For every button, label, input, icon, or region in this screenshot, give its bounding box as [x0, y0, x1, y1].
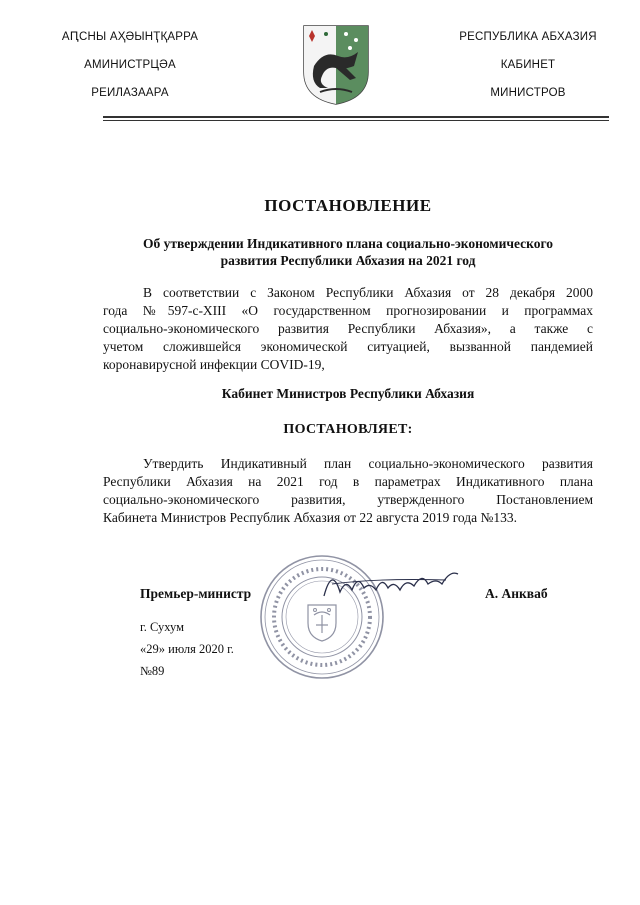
document-number: №89	[140, 664, 165, 678]
preamble-line: социально-экономического развития Республики Абхазия», а также с	[103, 321, 593, 336]
subject-line: Об утверждении Индикативного плана социально-экономического	[142, 236, 554, 251]
preamble-paragraph	[103, 284, 593, 374]
header-left-abkhaz	[30, 30, 230, 114]
resolution-line: Утвердить Индикативный план социально-экономического развития	[143, 456, 593, 471]
document-title: ПОСТАНОВЛЕНИЕ	[264, 196, 432, 215]
subject-line: развития Республики Абхазия на 2021 год	[220, 253, 476, 268]
header-right-russian	[428, 30, 628, 114]
handwritten-signature	[318, 562, 468, 606]
resolution-line: Кабинета Министров Республик Абхазия от 22 августа 2019 года №133.	[103, 510, 518, 525]
header-divider	[103, 120, 609, 121]
header-right-line: МИНИСТРОВ	[490, 87, 566, 99]
preamble-line: года №597-с-XIII «О государственном прогнозировании и программах	[103, 303, 593, 318]
coat-of-arms-icon	[300, 22, 372, 106]
resolution-paragraph	[103, 455, 593, 527]
issue-city: г. Сухум	[140, 620, 185, 634]
preamble-line: учетом сложившейся экономической ситуацией, вызванной пандемией	[103, 339, 593, 354]
resolution-line: социально-экономического развития, утвержденного Постановлением	[103, 492, 593, 507]
issuing-body: Кабинет Министров Республики Абхазия	[221, 386, 475, 401]
signatory-name: А. Анкваб	[485, 586, 548, 601]
decree-heading: ПОСТАНОВЛЯЕТ:	[283, 422, 413, 437]
resolution-line: Республики Абхазия на 2021 год в параметрах Индикативного плана	[103, 474, 593, 489]
preamble-line: В соответствии с Законом Республики Абхазия от 28 декабря 2000	[143, 285, 593, 300]
signatory-position: Премьер-министр	[140, 586, 252, 601]
header-left-line: АԤСНЫ АҲӘЫНҬҚАРРА	[61, 31, 199, 43]
preamble-line: коронавирусной инфекции COVID-19,	[103, 357, 325, 372]
header-divider	[103, 116, 609, 118]
header-left-line: АМИНИСТРЦӘА	[84, 59, 176, 71]
header-right-line: КАБИНЕТ	[500, 59, 556, 71]
header-right-line: РЕСПУБЛИКА АБХАЗИЯ	[459, 31, 597, 43]
document-subject	[103, 235, 593, 269]
issue-date: «29» июля 2020 г.	[140, 642, 234, 656]
header-left-line: РЕИЛАЗААРА	[91, 87, 169, 99]
